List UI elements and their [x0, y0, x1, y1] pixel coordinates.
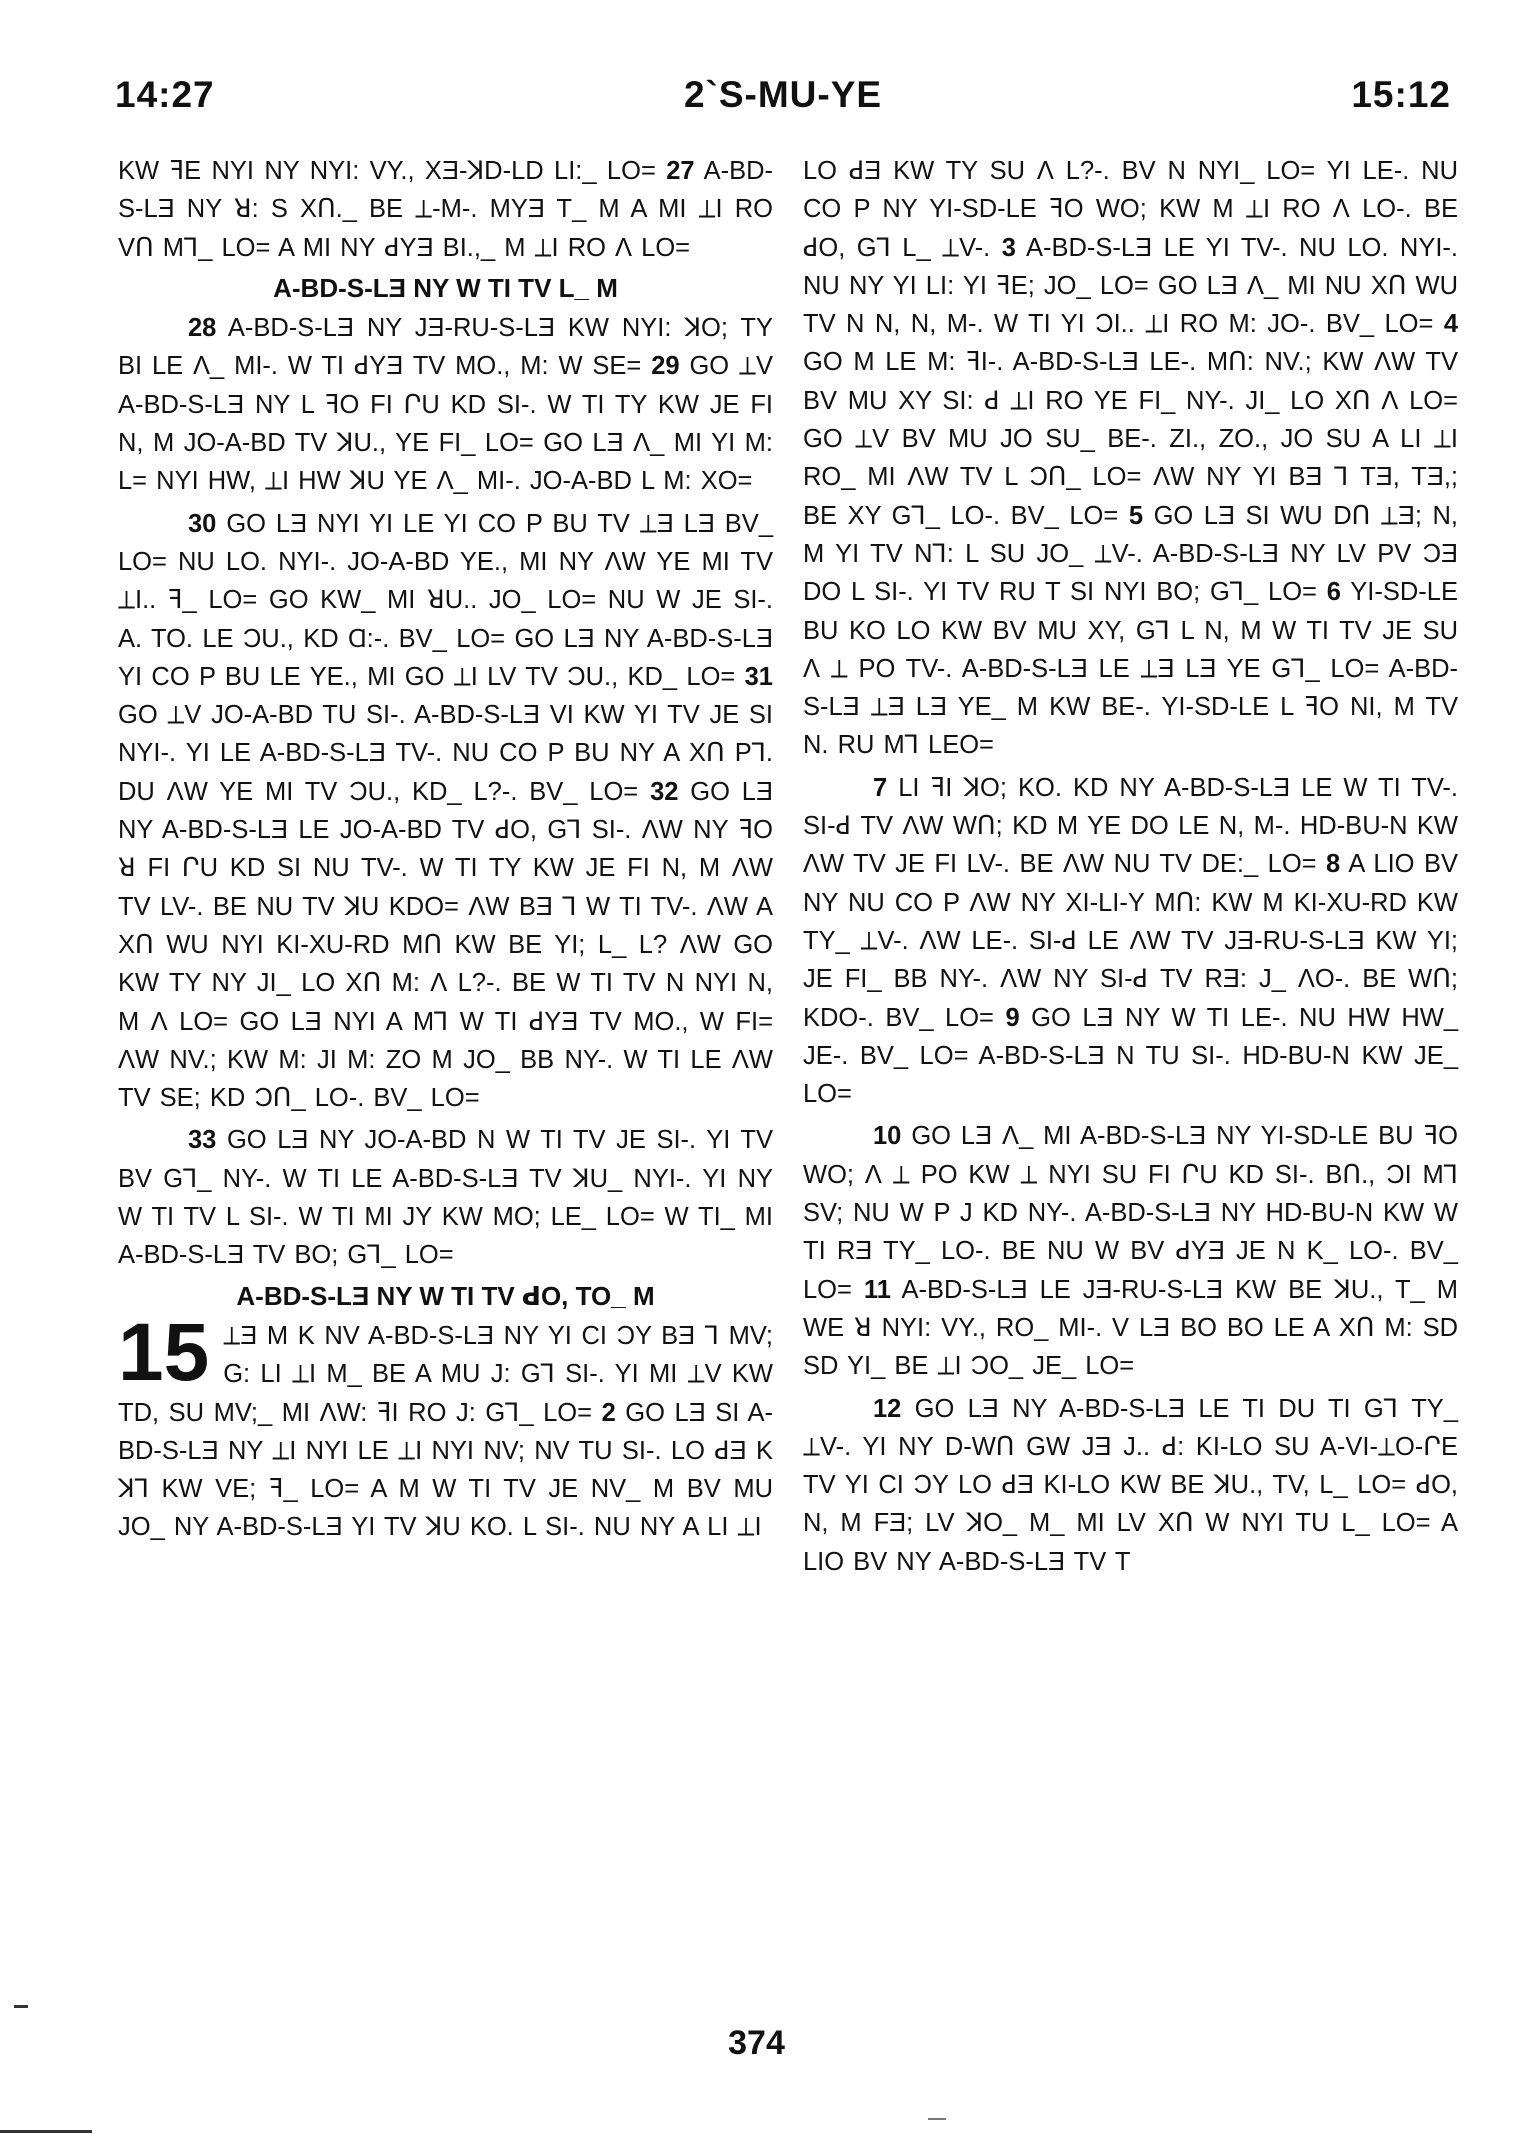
- right-column: [803, 152, 1458, 1581]
- verse-text: GO ⟂V A-BD-S-LƎ NY L ꟻO FI ՐU KD SI-. W TI TY KW JE FI N, M JO-A-BD TV ꓘU., YE FI_ LO= GO LƎ Ʌ_ MI YI M: L= NYI HW, ⟂I HW ꓘU YE Ʌ_ MI-. JO-A-BD L M: XO=: [118, 352, 773, 496]
- section-heading: A-BD-S-LƎ NY W TI TV L_ M: [273, 272, 618, 303]
- verse-number: 11: [863, 1275, 891, 1304]
- left-column: [118, 152, 773, 1547]
- verse-number: 3: [1001, 233, 1016, 262]
- verse-text: A-BD-S-LƎ NY ꓤ: S XՈ._ BE ⟂-M-. MYƎ T_ M A MI ⟂I RO VՈ Mꓶ_ LO= A MI NY ꓒYƎ BI.,_ M ⟂I RO Ʌ LO=: [118, 157, 773, 262]
- paragraph: [803, 1390, 1458, 1581]
- verse-number: 7: [873, 773, 888, 802]
- verse-text: GO LƎ NYI YI LE YI CO P BU TV ⟂Ǝ LƎ BV_ LO= NU LO. NYI-. JO-A-BD YE., MI NY ɅW YE MI TV ⟂I.. ꟻ_ LO= GO KW_ MI ꓤU.. JO_ LO= NU W JE SI-. A. TO. LE ƆU., KD Ɑ:-. BV_ LO= GO LƎ NY A-BD-S-LƎ YI CO P BU LE YE., MI GO ⟂I LV TV ƆU., KD_ LO=: [118, 509, 773, 691]
- verse-number: 5: [1128, 501, 1144, 530]
- verse-number: 28: [188, 314, 217, 343]
- verse-text: GO LƎ NY JO-A-BD N W TI TV JE SI-. YI TV BV Gꓶ_ NY-. W TI LE A-BD-S-LƎ TV ꓘU_ NYI-. YI NY W TI TV L SI-. W TI MI JY KW MO; LE_ LO= W TI_ MI A-BD-S-LƎ TV BO; Gꓶ_ LO=: [118, 1126, 773, 1270]
- verse-text: GO LƎ NY A-BD-S-LƎ LE TI DU TI Gꓶ TY_ ⟂V-. YI NY D-WՈ GW JƎ J.. ꓒ: KI-LO SU A-VI-⟂O-ՐE TV YI CI ƆY LO ꓒƎ KI-LO KW BE ꓘU., TV, L_ LO= ꓒO, N, M FƎ; LV ꓘO_ M_ MI LV XՈ W NYI TU L_ LO= A LIO BV NY A-BD-S-LƎ TV T: [803, 1394, 1458, 1576]
- verse-text: A-BD-S-LƎ LE JƎ-RU-S-LƎ KW BE ꓘU., T_ M WE ꓤ NYI: VY., RO_ MI-. V LƎ BO BO LE A XՈ M: SD SD YI_ BE ⟂I ƆO_ JE_ LO=: [803, 1275, 1458, 1381]
- verse-text: LI ꟻI ꓘO; KO. KD NY A-BD-S-LƎ LE W TI TV-. SI-ꓒ TV ɅW WՈ; KD M YE DO LE N, M-. HD-BU-N KW ɅW TV JE FI LV-. BE ɅW NU TV DE:_ LO=: [803, 773, 1458, 879]
- verse-text: GO LƎ Ʌ_ MI A-BD-S-LƎ NY YI-SD-LE BU ꟻO WO; Ʌ ⟂ PO KW ⟂ NYI SU FI ՐU KD SI-. BՈ., ƆI Mꓶ SV; NU W P J KD NY-. A-BD-S-LƎ NY HD-BU-N KW W TI RƎ TY_ LO-. BE NU W BV ꓒYƎ JE N K_ LO-. BV_ LO=: [803, 1122, 1458, 1304]
- scan-mark: [14, 2005, 28, 2008]
- page-number: 374: [728, 2024, 785, 2062]
- paragraph: [118, 309, 773, 500]
- verse-number: 12: [873, 1394, 902, 1423]
- scan-mark: [928, 2118, 946, 2120]
- scan-mark: [0, 2130, 92, 2133]
- verse-text: GO LƎ NY W TI LE-. NU HW HW_ JE-. BV_ LO= A-BD-S-LƎ N TU SI-. HD-BU-N KW JE_ LO=: [803, 1003, 1459, 1109]
- verse-text: GO M LE M: ꟻI-. A-BD-S-LƎ LE-. MՈ: NV.; KW ɅW TV BV MU XY SI: ꓒ ⟂I RO YE FI_ NY-. JI_ LO XՈ Ʌ LO= GO ⟂V BV MU JO SU_ BE-. ZI., ZO., JO SU A LI ⟂I RO_ MI ɅW TV L ƆՈ_ LO= ɅW NY YI BƎ ꓶ TƎ, TƎ,; BE XY Gꓶ_ LO-. BV_ LO=: [803, 348, 1458, 530]
- verse-number: 9: [1005, 1003, 1020, 1032]
- chapter-number: 15: [118, 1306, 210, 1398]
- verse-number: 32: [650, 777, 679, 806]
- verse-text: LO ꓒƎ KW TY SU Ʌ L?-. BV N NYI_ LO= YI LE-. NU CO P NY YI-SD-LE ꟻO WO; KW M ⟂I RO Ʌ LO-. BE ꓒO, Gꓶ L_ ⟂V-.: [803, 157, 1458, 262]
- verse-number: 27: [666, 157, 695, 185]
- verse-number: 4: [1443, 310, 1458, 339]
- verse-text: A LIO BV NY NU CO P ɅW NY XI-LI-Y MՈ: KW M KI-XU-RD KW TY_ ⟂V-. ɅW LE-. SI-ꓒ LE ɅW TV JƎ-RU-S-LƎ KW YI; JE FI_ BB NY-. ɅW NY SI-ꓒ TV RƎ: J_ ɅO-. BE WՈ; KDO-. BV_ LO=: [803, 850, 1458, 1032]
- verse-text: GO LƎ NY A-BD-S-LƎ LE JO-A-BD TV ꓒO, Gꓶ SI-. ɅW NY ꟻO ꓤ FI ՐU KD SI NU TV-. W TI TY KW JE FI N, M ɅW TV LV-. BE NU TV ꓘU KDO= ɅW BƎ ꓶ W TI TV-. ɅW A XՈ WU NYI KI-XU-RD MՈ KW BE YI; L_ L? ɅW GO KW TY NY JI_ LO XՈ M: Ʌ L?-. BE W TI TV N NYI N, M Ʌ LO= GO LƎ NYI A Mꓶ W TI ꓒYƎ TV MO., W FI= ɅW NV.; KW M: JI M: ZO M JO_ BB NY-. W TI LE ɅW TV SE; KD ƆՈ_ LO-. BV_ LO=: [118, 777, 774, 1113]
- verse-number: 30: [188, 509, 217, 538]
- verse-number: 6: [1326, 578, 1341, 607]
- header-book-title: 2`S-MU-YE: [683, 74, 883, 115]
- paragraph: [803, 769, 1458, 1114]
- paragraph: [118, 1306, 773, 1547]
- verse-number: 29: [651, 352, 680, 381]
- section-heading: A-BD-S-LƎ NY W TI TV ꓒO, TO_ M: [236, 1280, 655, 1311]
- paragraph: [118, 152, 773, 267]
- running-header: [115, 74, 1451, 124]
- verse-number: 31: [744, 662, 773, 691]
- verse-number: 2: [601, 1398, 616, 1427]
- header-chapter-verse-start: 14:27: [115, 74, 215, 115]
- verse-text: GO ⟂V JO-A-BD TU SI-. A-BD-S-LƎ VI KW YI TV JE SI NYI-. YI LE A-BD-S-LƎ TV-. NU CO P BU NY A XՈ Pꓶ. DU ɅW YE MI TV ƆU., KD_ L?-. BV_ LO=: [118, 701, 773, 806]
- header-chapter-verse-end: 15:12: [1351, 74, 1451, 115]
- paragraph: [803, 1117, 1458, 1385]
- paragraph: [803, 152, 1458, 765]
- verse-text: YI-SD-LE BU KO LO KW BV MU XY, Gꓶ L N, M W TI TV JE SU Ʌ ⟂ PO TV-. A-BD-S-LƎ LE ⟂Ǝ LƎ YE Gꓶ_ LO= A-BD-S-LƎ ⟂Ǝ LƎ YE_ M KW BE-. YI-SD-LE L ꟻO NI, M TV N. RU Mꓶ LEO=: [803, 578, 1458, 760]
- verse-text: KW ꟻE NYI NY NYI: VY., XƎ-ꓘD-LD LI:_ LO=: [118, 157, 656, 185]
- verse-number: 8: [1326, 850, 1341, 879]
- paragraph: [118, 505, 773, 1118]
- verse-text: ⟂Ǝ M K NV A-BD-S-LƎ NY YI CI ƆY BƎ ꓶ MV; G: LI ⟂I M_ BE A MU J: Gꓶ SI-. YI MI ⟂V KW TD, SU MV;_ MI ɅW: ꟻI RO J: Gꓶ_ LO=: [118, 1321, 773, 1427]
- verse-text: GO LƎ SI A-BD-S-LƎ NY ⟂I NYI LE ⟂I NYI NV; NV TU SI-. LO ꓒƎ K ꓘꓶ KW VE; ꟻ_ LO= A M W TI TV JE NV_ M BV MU JO_ NY A-BD-S-LƎ YI TV ꓘU KO. L SI-. NU NY A LI ⟂I: [118, 1398, 773, 1542]
- paragraph: [118, 1121, 773, 1274]
- verse-text: A-BD-S-LƎ LE YI TV-. NU LO. NYI-. NU NY YI LI: YI ꟻE; JO_ LO= GO LƎ Ʌ_ MI NU XՈ WU TV N N, N, M-. W TI YI ƆI.. ⟂I RO M: JO-. BV_ LO=: [803, 233, 1458, 339]
- verse-text: A-BD-S-LƎ NY JƎ-RU-S-LƎ KW NYI: ꓘO; TY BI LE Ʌ_ MI-. W TI ꓒYƎ TV MO., M: W SE=: [118, 314, 773, 381]
- verse-text: GO LƎ SI WU DՈ ⟂Ǝ; N, M YI TV Nꓶ: L SU JO_ ⟂V-. A-BD-S-LƎ NY LV PV ƆƎ DO L SI-. YI TV RU T SI NYI BO; Gꓶ_ LO=: [803, 501, 1459, 607]
- verse-number: 10: [873, 1122, 902, 1151]
- verse-number: 33: [188, 1126, 217, 1155]
